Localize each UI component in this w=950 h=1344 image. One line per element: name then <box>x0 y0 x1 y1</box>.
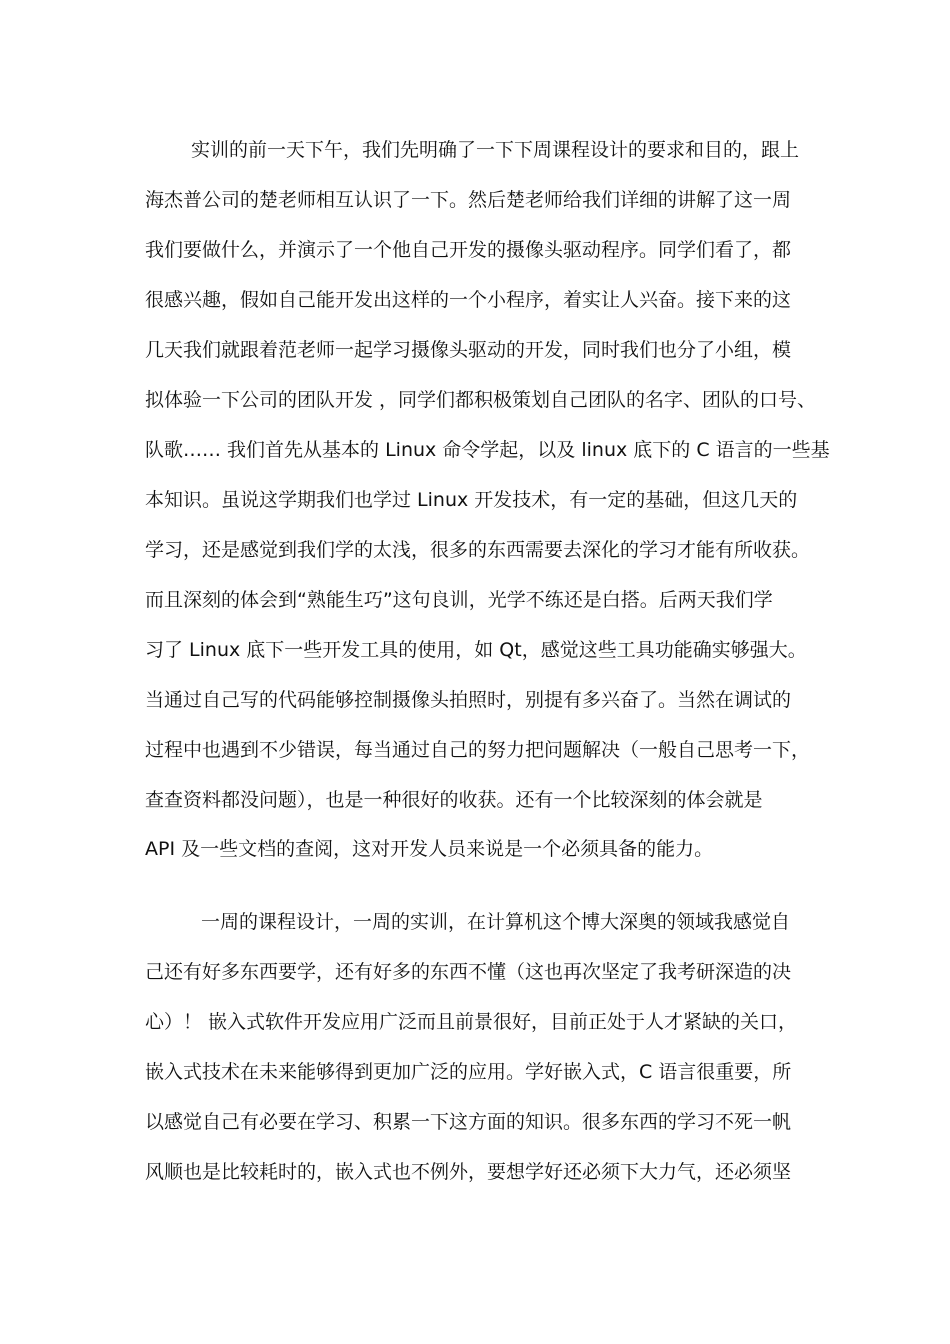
paragraph-1-line-9: 学习，还是感觉到我们学的太浅，很多的东西需要去深化的学习才能有所收获。 <box>145 539 811 561</box>
paragraph-1-line-4: 很感兴趣，假如自己能开发出这样的一个小程序，着实让人兴奋。接下来的这 <box>145 289 792 311</box>
paragraph-1-line-12: 当通过自己写的代码能够控制摄像头拍照时，别提有多兴奋了。当然在调试的 <box>145 689 792 711</box>
paragraph-1-line-5: 几天我们就跟着范老师一起学习摄像头驱动的开发，同时我们也分了小组，模 <box>145 339 792 361</box>
paragraph-2-line-1: 一周的课程设计，一周的实训，在计算机这个博大深奥的领域我感觉自 <box>201 911 791 933</box>
paragraph-1-line-1: 实训的前一天下午，我们先明确了一下下周课程设计的要求和目的，跟上 <box>191 139 800 161</box>
paragraph-2-line-3: 心）！ 嵌入式软件开发应用广泛而且前景很好，目前正处于人才紧缺的关口， <box>145 1011 798 1033</box>
paragraph-1-line-3: 我们要做什么，并演示了一个他自己开发的摄像头驱动程序。同学们看了，都 <box>145 239 792 261</box>
paragraph-1-line-8: 本知识。虽说这学期我们也学过 Linux 开发技术，有一定的基础，但这几天的 <box>145 489 798 511</box>
paragraph-1-line-13: 过程中也遇到不少错误，每当通过自己的努力把问题解决（一般自己思考一下， <box>145 739 811 761</box>
paragraph-2-line-2: 己还有好多东西要学，还有好多的东西不懂（这也再次坚定了我考研深造的决 <box>145 961 792 983</box>
paragraph-1-line-6: 拟体验一下公司的团队开发 ，同学们都积极策划自己团队的名字、团队的口号、 <box>145 389 817 411</box>
paragraph-1-line-10: 而且深刻的体会到“熟能生巧”这句良训，光学不练还是白搭。后两天我们学 <box>145 589 773 611</box>
paragraph-1-line-14: 查查资料都没问题），也是一种很好的收获。还有一个比较深刻的体会就是 <box>145 789 763 811</box>
paragraph-1-line-15: API 及一些文档的查阅，这对开发人员来说是一个必须具备的能力。 <box>145 838 714 860</box>
paragraph-2-line-6: 风顺也是比较耗时的，嵌入式也不例外，要想学好还必须下大力气，还必须坚 <box>145 1161 792 1183</box>
paragraph-2-line-4: 嵌入式技术在未来能够得到更加广泛的应用。学好嵌入式，C 语言很重要，所 <box>145 1061 792 1083</box>
paragraph-1-line-2: 海杰普公司的楚老师相互认识了一下。然后楚老师给我们详细的讲解了这一周 <box>145 189 792 211</box>
paragraph-1-line-7: 队歌…… 我们首先从基本的 Linux 命令学起，以及 linux 底下的 C 语言的一些基 <box>145 439 830 461</box>
paragraph-1-line-11: 习了 Linux 底下一些开发工具的使用，如 Qt，感觉这些工具功能确实够强大。 <box>145 639 807 661</box>
paragraph-2-line-5: 以感觉自己有必要在学习、积累一下这方面的知识。很多东西的学习不死一帆 <box>145 1111 792 1133</box>
